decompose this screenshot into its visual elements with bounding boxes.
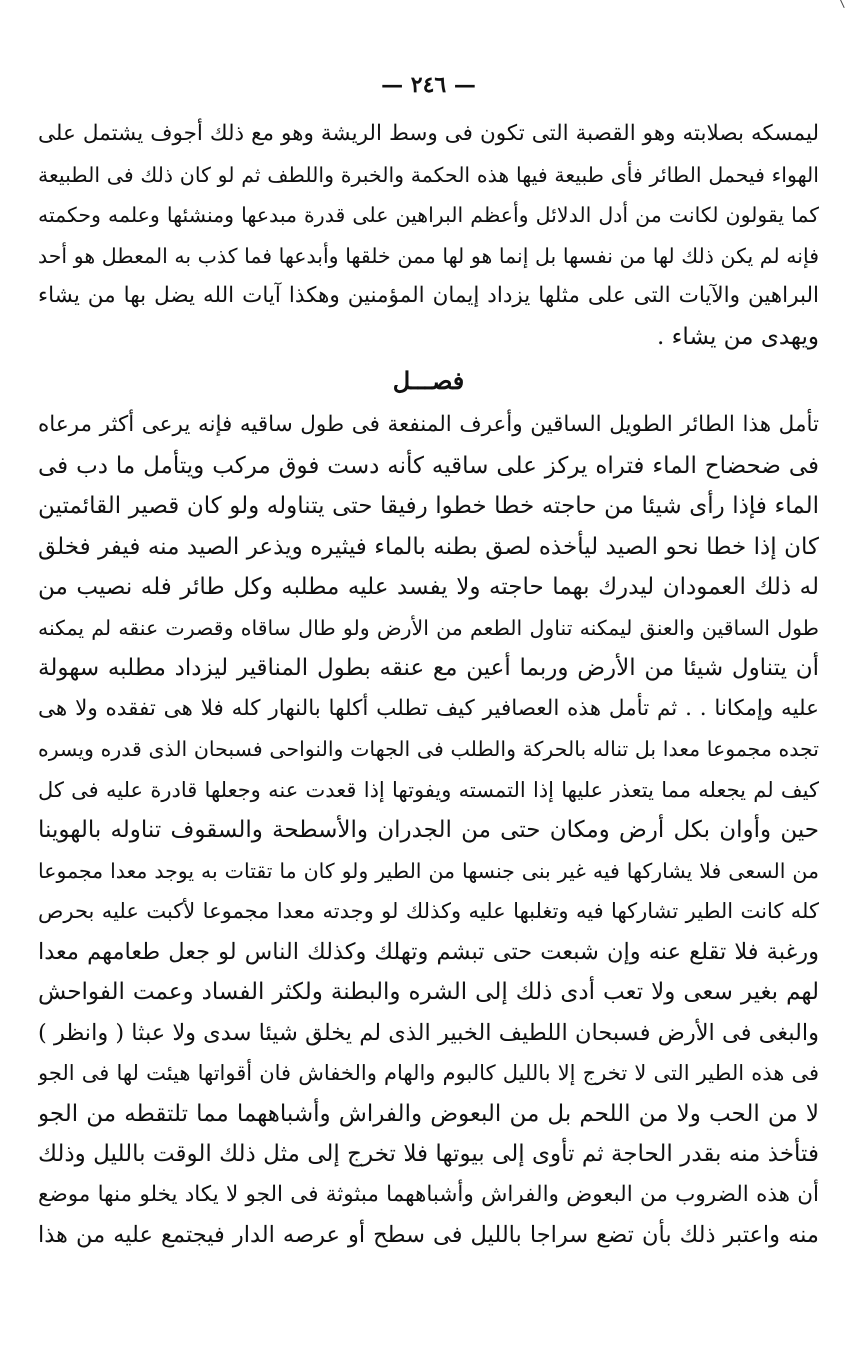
paragraph-1 — [38, 114, 819, 357]
paragraph-2 — [38, 405, 819, 1256]
text-line: كان إذا خطا نحو الصيد ليأخذه لصق بطنه بالماء فيثيره ويذعر الصيد منه فيفر فخلق — [38, 533, 819, 560]
text-line: منه واعتبر ذلك بأن تضع سراجا بالليل فى سطح أو عرصه الدار فيجتمع عليه من هذا — [38, 1222, 819, 1248]
text-line: فى هذه الطير التى لا تخرج إلا بالليل كالبوم والهام والخفاش فان أقواتها هيئت لها فى الجو — [38, 1061, 819, 1085]
text-line: والبغى فى الأرض فسبحان اللطيف الخبير الذى لم يخلق شيئا سدى ولا عبثا ( وانظر ) — [38, 1019, 819, 1046]
text-line: ويهدى من يشاء . — [657, 323, 819, 350]
text-line: طول الساقين والعنق ليمكنه تناول الطعم من الأرض ولو طال ساقاه وقصرت عنقه لم يمكنه — [38, 615, 819, 640]
text-line: من السعى فلا يشاركها فيه غير بنى جنسها من الطير ولو كان ما تقتات به يوجد معدا مجموعا — [38, 858, 819, 883]
section-heading: فصـــل — [392, 366, 465, 395]
text-line: تجده مجموعا معدا بل تناله بالحركة والطلب فى الجهات والنواحى فسبحان الذى قدره ويسره — [38, 737, 819, 761]
text-line: عليه وإمكانا . . ثم تأمل هذه العصافير كيف تطلب أكلها بالنهار كله فلا هى تفقده ولا هى — [38, 695, 819, 721]
text-line: تأمل هذا الطائر الطويل الساقين وأعرف المنفعة فى طول ساقيه فإنه يرعى أكثر مرعاه — [38, 412, 819, 437]
text-line: الهواء فيحمل الطائر فأى طبيعة فيها هذه الحكمة والخبرة واللطف ثم لو كان ذلك فى الطبيعة — [38, 162, 819, 187]
text-line: كيف لم يجعله مما يتعذر عليها إذا التمسته ويفوتها إذا قعدت عنه وجعلها قادرة عليه فى كل — [38, 777, 819, 802]
corner-mark — [832, 0, 844, 11]
text-line: الماء فإذا رأى شيئا من حاجته خطا خطوا رفيقا حتى يتناوله ولو كان قصير القائمتين — [38, 493, 819, 519]
text-line: حين وأوان بكل أرض ومكان حتى من الجدران والأسطحة والسقوف تناوله بالهوينا — [38, 817, 819, 843]
text-line: البراهين والآيات التى على مثلها يزداد إيمان المؤمنين وهكذا آيات الله يضل بها من يشاء — [38, 283, 819, 308]
text-line: أن هذه الضروب من البعوض والفراش وأشباههما مبثوثة فى الجو لا يكاد يخلو منها موضع — [38, 1181, 819, 1207]
page-number: — ٢٤٦ — — [381, 72, 476, 98]
text-line: فتأخذ منه بقدر الحاجة ثم تأوى إلى بيوتها فلا تخرج إلى مثل ذلك الوقت بالليل وذلك — [38, 1141, 819, 1167]
text-line: أن يتناول شيئا من الأرض وربما أعين مع عنقه بطول المناقير ليزداد مطلبه سهولة — [38, 655, 819, 681]
text-line: لا من الحب ولا من اللحم بل من البعوض والفراش وأشباههما مما تلتقطه من الجو — [38, 1100, 819, 1127]
text-line: كله كانت الطير تشاركها فيه وتغلبها عليه وكذلك لو وجدته معدا مجموعا لأكبت عليه بحرص — [38, 899, 819, 923]
text-line: ليمسكه بصلابته وهو القصبة التى تكون فى وسط الريشة وهو مع ذلك أجوف يشتمل على — [38, 121, 819, 146]
text-line: فإنه لم يكن ذلك لها من نفسها بل إنما هو لها ممن خلقها وأبدعها فما كذب به المعطل هو أحد — [38, 243, 819, 268]
text-line: لهم بغير سعى ولا تعب أدى ذلك إلى الشره والبطنة ولكثر الفساد وعمت الفواحش — [38, 979, 819, 1005]
text-line: له ذلك العمودان ليدرك بهما حاجته ولا يفسد عليه مطلبه وكل طائر فله نصيب من — [38, 574, 819, 600]
text-line: كما يقولون لكانت من أدل الدلائل وأعظم البراهين على قدرة مبدعها ومنشئها وعلمه وحكمته — [38, 203, 819, 227]
text-line: فى ضحضاح الماء فتراه يركز على ساقيه كأنه دست فوق مركب ويتأمل ما دب فى — [38, 452, 819, 479]
text-line: ورغبة فلا تقلع عنه وإن شبعت حتى تبشم وتهلك وكذلك الناس لو جعل طعامهم معدا — [38, 938, 819, 965]
